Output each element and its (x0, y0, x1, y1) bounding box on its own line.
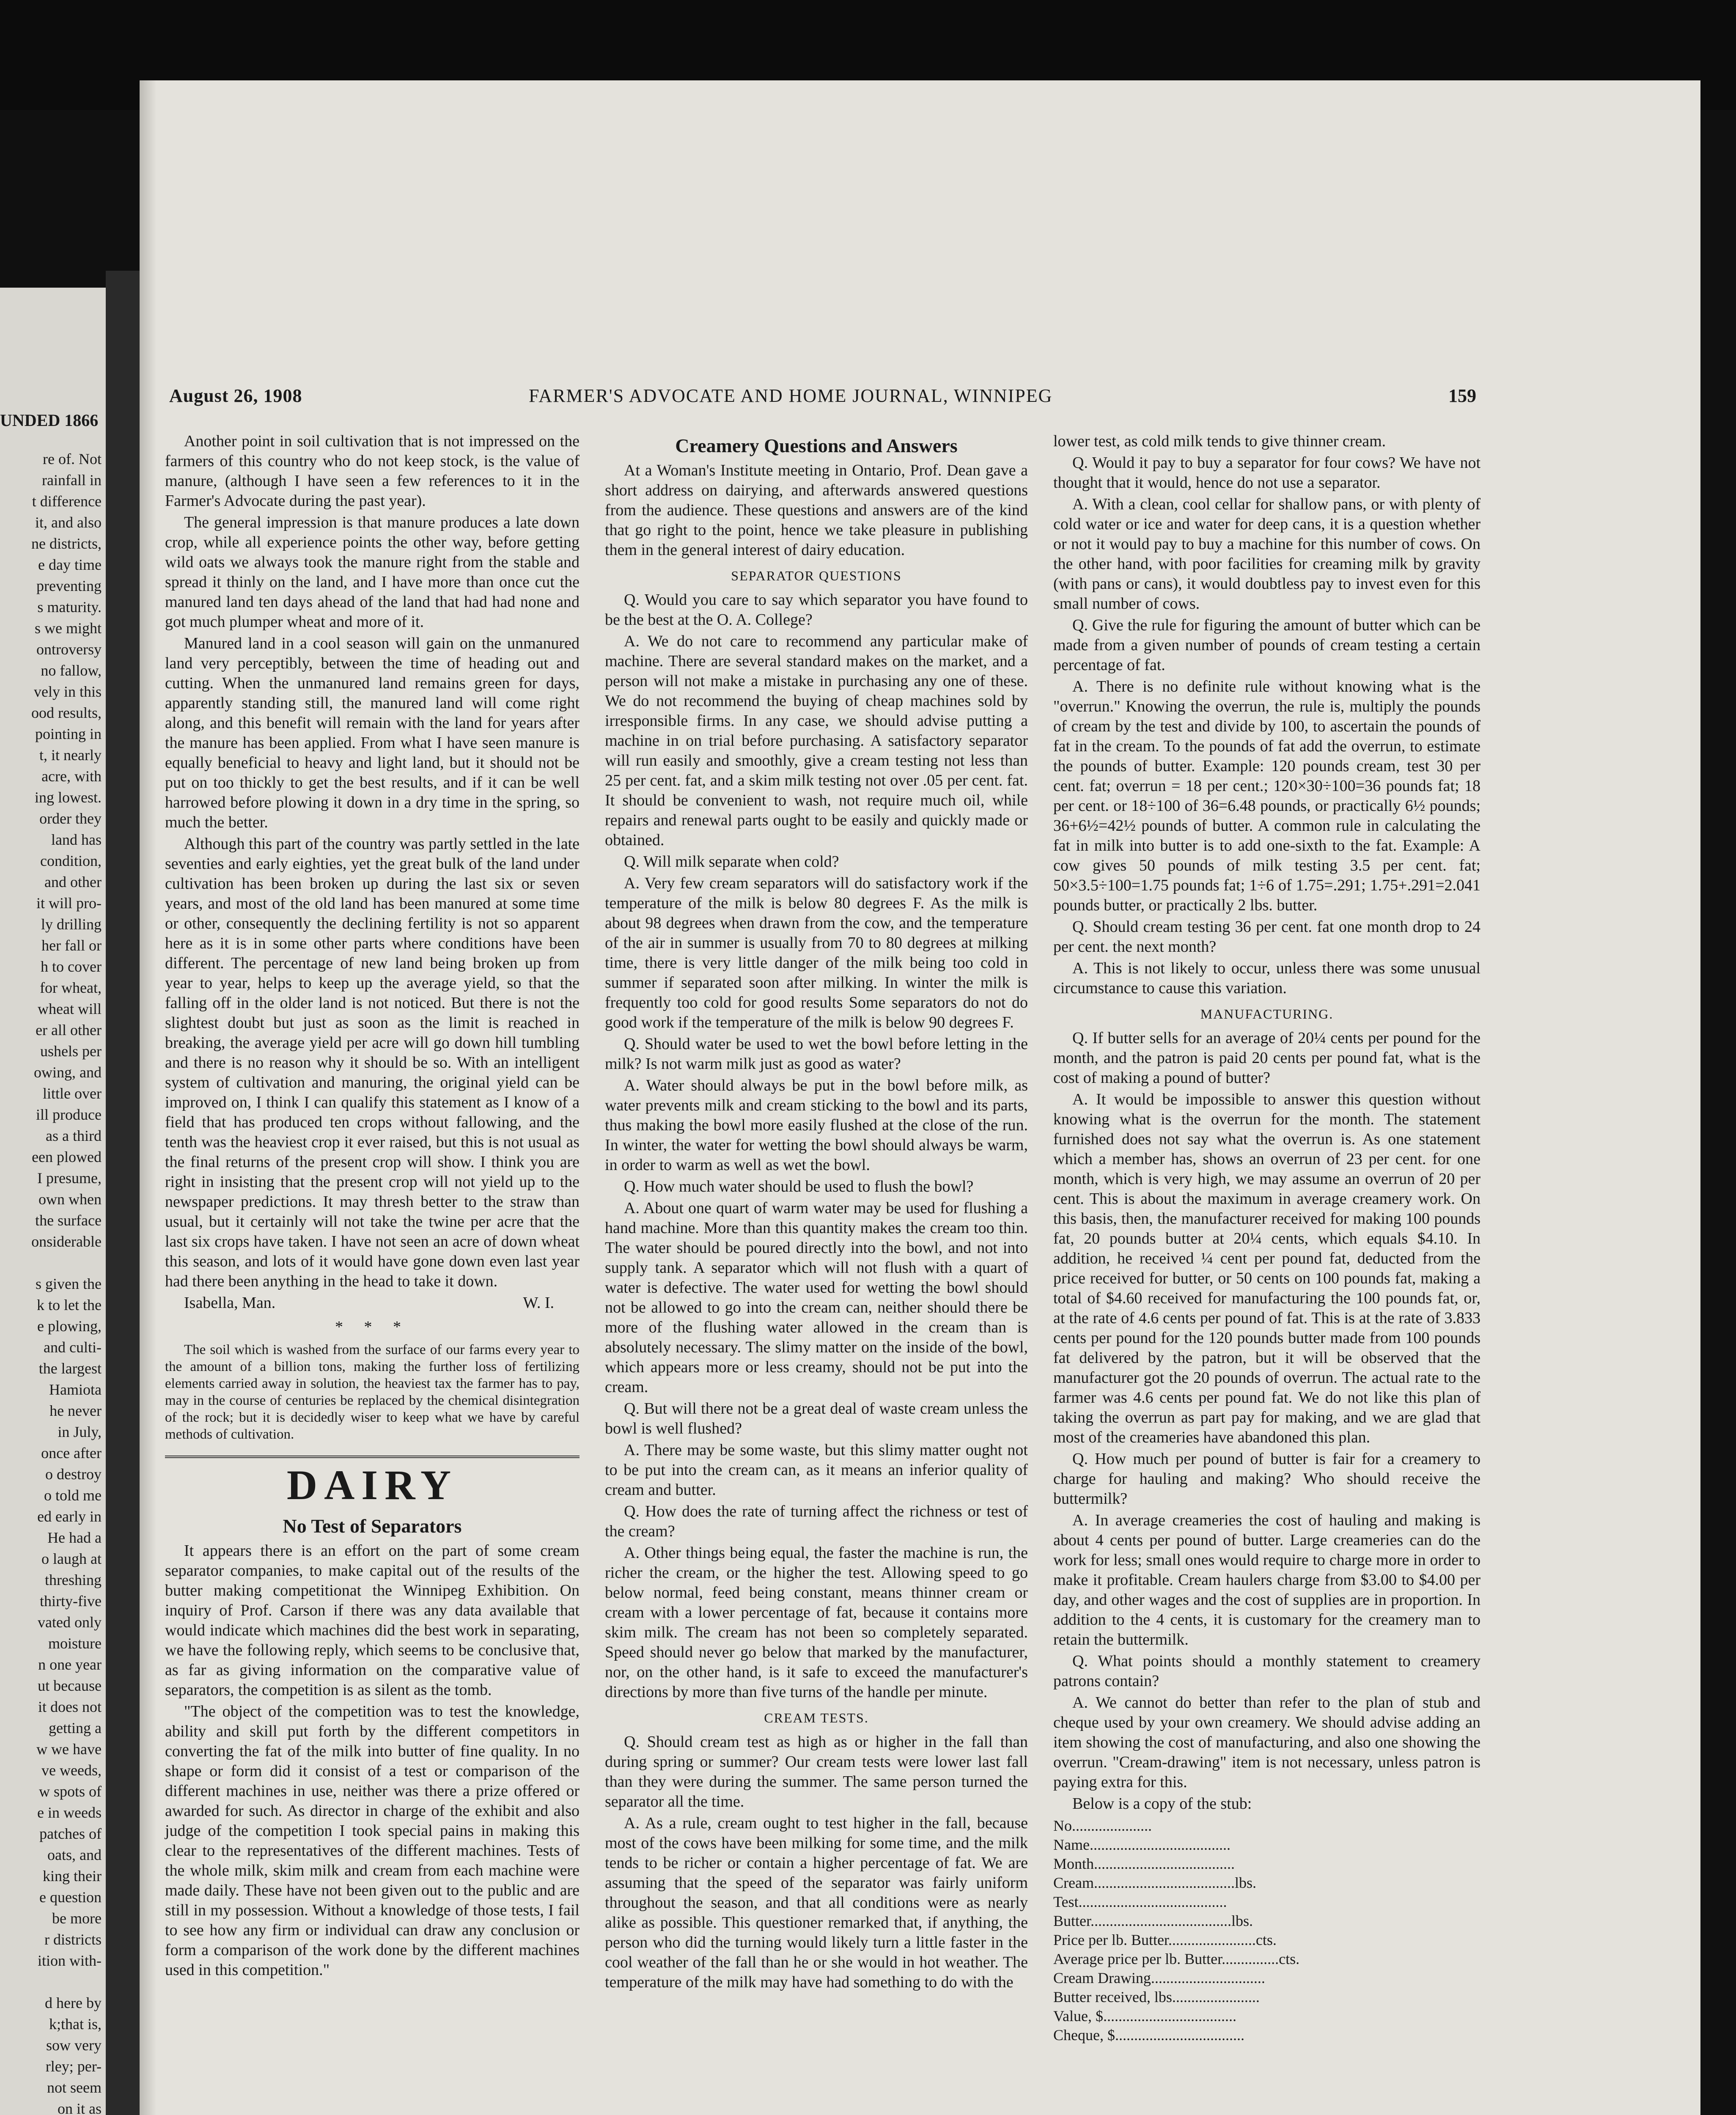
subheading: MANUFACTURING. (1200, 1006, 1334, 1022)
fragment-line: w we have (36, 1741, 102, 1758)
paragraph: Manured land in a cool season will gain on the unmanured land very perceptibly, between the time of heading out and cutting. When the unmanured land remains green for days, apparently standing still, the manured land will come right along, and this benefit will remain with the land for years after the manure has been applied. From what I have seen manure is equally beneficial to heavy and light land, but it should not be put on too thickly to get the best results, and if it can be well harrowed before plowing it down in a dry time in the spring, so much the better. (165, 634, 580, 831)
fragment-line: order they (39, 810, 102, 827)
fragment-line: r districts (44, 1931, 102, 1948)
paragraph: A. With a clean, cool cellar for shallow pans, or with plenty of cold water or ice and water for deep cans, it is a question whether or not it would pay to buy a machine for this number of cows. On the other hand, with poor facilities for creaming milk by gravity (with pans or cans), it would doubtless pay to invest even for this small number of cows. (1053, 495, 1481, 613)
paragraph: A. We do not care to recommend any particular make of machine. There are several standard makes on the market, and a person will not make a mistake in purchasing any one of these. We do not recommend the buying of cheap machines sold by irresponsible firms. In any case, we should advise putting a machine in on trial before purchasing. A satisfactory separator will run easily and smoothly, give a cream testing not less than 25 per cent. fat, and a skim milk testing not over .05 per cent. fat. It should be convenient to wash, not require much oil, while repairs and renewal parts ought to be easily and quickly made or obtained. (605, 632, 1028, 849)
paragraph: A. There may be some waste, but this slimy matter ought not to be put into the cream can, as it means an inferior quality of cream and butter. (605, 1441, 1028, 1499)
stub-line: Price per lb. Butter.......................cts. (1053, 1931, 1277, 1948)
fragment-line: ushels per (40, 1043, 102, 1060)
fragment-line: owing, and (34, 1064, 102, 1081)
fragment-line: the surface (35, 1212, 102, 1229)
paragraph: Q. How much water should be used to flush the bowl? (624, 1178, 974, 1195)
fragment-line: it, and also (35, 514, 102, 531)
statement-stub (1053, 1816, 1481, 2045)
fragment-line: ut because (38, 1677, 102, 1694)
column-1 (165, 431, 580, 1982)
fragment-line: s given the (36, 1275, 102, 1292)
fragment-line: sow very (46, 2037, 102, 2054)
subheading: SEPARATOR QUESTIONS (731, 568, 902, 583)
fragment-line: it does not (38, 1698, 102, 1715)
fragment-line: re of. Not (43, 450, 102, 467)
fragment-line: land has (51, 831, 102, 848)
fragment-line: t, it nearly (39, 747, 102, 764)
stub-line: Value, $................................... (1053, 2008, 1236, 2024)
paragraph: A. About one quart of warm water may be used for flushing a hand machine. More than this quantity makes the cream too thin. The water should be poured directly into the bowl, and not into supply tank. A separator which will not flush with a quart of water is defective. The water used for wetting the bowl should not be allowed to go into the cream can, neither should there be more of the flushing water allowed in the cream than is absolutely necessary. The slimy matter on the inside of the bowl, which appears more or less creamy, should not be put into the cream. (605, 1199, 1028, 1396)
article-title: No Test of Separators (283, 1515, 462, 1537)
fragment-line: s maturity. (37, 599, 102, 615)
paragraph: Q. How much per pound of butter is fair for a creamery to charge for hauling and making? Who should receive the buttermilk? (1053, 1450, 1481, 1508)
stub-line: Cream.....................................lbs. (1053, 1874, 1256, 1891)
fragment-line: ve weeds, (41, 1762, 102, 1779)
fragment-line: getting a (49, 1719, 102, 1736)
fragment-line: acre, with (41, 768, 102, 785)
section-separator: * * * (335, 1318, 409, 1336)
stub-line: Butter received, lbs....................... (1053, 1989, 1260, 2005)
fragment-line: h to cover (41, 958, 102, 975)
fragment-line: n one year (38, 1656, 102, 1673)
paragraph: Q. How does the rate of turning affect the richness or test of the cream? (605, 1502, 1028, 1540)
fragment-line: ed early in (37, 1508, 102, 1525)
paragraph: A. This is not likely to occur, unless there was some unusual circumstance to cause this variation. (1053, 959, 1481, 997)
book-gutter (106, 271, 144, 2115)
fragment-line: little over (43, 1085, 102, 1102)
stub-line: No..................... (1053, 1817, 1152, 1834)
fragment-line: her fall or (41, 937, 102, 954)
paragraph: Q. Should water be used to wet the bowl before letting in the milk? Is not warm milk just as good as water? (605, 1035, 1028, 1073)
fragment-line: preventing (36, 577, 102, 594)
fragment-line: king their (43, 1868, 102, 1884)
fragment-line: in July, (58, 1423, 102, 1440)
column-3 (1053, 431, 1481, 2045)
newspaper-page (140, 80, 1700, 2115)
paragraph: It appears there is an effort on the part of some cream separator companies, to make capital out of the results of the butter making competitionat the Winnipeg Exhibition. On inquiry of Prof. Carson if there was any data available that would indicate which machines did the best work in separating, we have the following reply, which seems to be conclusive that, as far as giving information on the comparative value of separators, the competition is as silent as the tomb. (165, 1542, 580, 1699)
signature-place: Isabella, Man. (184, 1294, 276, 1312)
paragraph: Q. Would you care to say which separator you have found to be the best at the O. A. College? (605, 591, 1028, 629)
fragment-line: thirty-five (40, 1593, 102, 1610)
fragment-line: for wheat, (40, 979, 102, 996)
fragment-line: He had a (47, 1529, 102, 1546)
fragment-line: patches of (39, 1825, 102, 1842)
paragraph: The general impression is that manure produces a late down crop, while all experience points the other way, before getting wild oats we always took the manure right from the stable and spread it thinly on the land, and I have more than once cut the manured land ten days ahead of the land that had had none and got much plumper wheat and more of it. (165, 514, 580, 631)
paragraph: Q. Should cream test as high as or higher in the fall than during spring or summer? Our cream tests were lower last fall than they were during the summer. The same person turned the separator all the time. (605, 1733, 1028, 1810)
paragraph: Q. If butter sells for an average of 20¼ cents per pound for the month, and the patron is paid 20 cents per pound fat, what is the cost of making a pound of butter? (1053, 1029, 1481, 1087)
fragment-line: rainfall in (42, 472, 102, 489)
fragment-line: ood results, (31, 704, 102, 721)
fragment-line: be more (52, 1910, 102, 1927)
paragraph: Q. But will there not be a great deal of waste cream unless the bowl is well flushed? (605, 1400, 1028, 1437)
fragment-line: moisture (48, 1635, 102, 1652)
article-title: Creamery Questions and Answers (675, 435, 958, 456)
fragment-line: he never (49, 1402, 102, 1419)
stub-line: Name..................................... (1053, 1836, 1231, 1853)
fragment-line: k;that is, (49, 2016, 102, 2033)
fragment-line: k to let the (37, 1296, 102, 1313)
column-2 (605, 431, 1028, 1994)
paragraph: A. Water should always be put in the bowl before milk, as water prevents milk and cream sticking to the bowl and its parts, thus making the bowl more easily flushed at the close of the run. In winter, the water for wetting the bowl should always be warm, in order to warm as well as wet the bowl. (605, 1077, 1028, 1174)
fragment-line: pointing in (35, 725, 102, 742)
fragment-line: ontroversy (36, 641, 102, 658)
stub-line: Average price per lb. Butter...............cts. (1053, 1950, 1300, 1967)
previous-page-edge (0, 288, 106, 2115)
paragraph: Q. Should cream testing 36 per cent. fat one month drop to 24 per cent. the next month? (1053, 918, 1481, 956)
fragment-line: er all other (36, 1022, 102, 1038)
fragment-line: Hamiota (49, 1381, 102, 1398)
fragment-line: ne districts, (31, 535, 102, 552)
fragment-line: no fallow, (41, 662, 102, 679)
stub-line: Cheque, $.................................. (1053, 2027, 1244, 2044)
fragment-line: wheat will (38, 1000, 102, 1017)
fragment-line (0, 1971, 102, 1992)
fragment-line: it will pro- (36, 895, 102, 912)
fragment-line: o told me (44, 1487, 102, 1504)
fragment-line: e plowing, (37, 1318, 102, 1335)
signature-initials: W. I. (523, 1294, 554, 1312)
running-header (169, 385, 1476, 410)
fragment-line: and other (44, 873, 102, 890)
paragraph: Q. Will milk separate when cold? (624, 853, 839, 871)
fragment-line: ing lowest. (35, 789, 102, 806)
paragraph: Although this part of the country was partly settled in the late seventies and early eighties, yet the great bulk of the land under cultivation has been broken up during the last six or seven years, and most of the old land has been manured at some time or other, consequently the declining fertility is not so apparent here as it is in some other parts where conditions have been different. The percentage of new land being broken up from year to year, helps to keep up the average yield, so that the falling off in the older land is not noticed. But there is not the slightest doubt but just as soon as the limit is reached in breaking, the average yield per acre will go down hill tumbling and there is no reason why it should be so. With an intelligent system of cultivation and manuring, the original yield can be improved on, I think I can qualify this statement as I know of a field that has produced ten crops without fallowing, and the tenth was the heaviest crop it ever raised, but this is not usual as the final returns of the present crop will show. I think you are right in insisting that the present crop will not yield up to the newspaper predictions. It may thresh better to the straw than usual, but it certainly will not take the twine per acre that the last six crops have taken. I have not seen an acre of down wheat this season, and lots of it would have gone down even last year had there been anything in the head to take it down. (165, 835, 580, 1290)
fragment-line: once after (41, 1445, 102, 1461)
fragment-line: e question (39, 1889, 102, 1906)
stub-line: Test....................................... (1053, 1893, 1227, 1910)
publication-title: FARMER'S ADVOCATE AND HOME JOURNAL, WINNIPEG (529, 385, 1053, 406)
fragment-line: vated only (38, 1614, 102, 1631)
fragment-line: een plowed (32, 1148, 102, 1165)
paragraph: A. As a rule, cream ought to test higher in the fall, because most of the cows have been milking for some time, and the milk tends to be richer or contain a higher percentage of fat. We are assuming that the speed of the separator was fairly uniform throughout the season, and that all conditions were as nearly alike as possible. This questioner remarked that, if anything, the person who did the turning would likely turn a little faster in the cool weather of the fall than he or she would in hot weather. The temperature of the milk may have had something to do with the (605, 1814, 1028, 1991)
fragment-line: rley; per- (45, 2058, 102, 2075)
paragraph: A. In average creameries the cost of hauling and making is about 4 cents per pound of butter. Large creameries can do the work for less; small ones would require to charge more in order to make it profitable. Cream haulers charge from $3.00 to $4.00 per day, and other wages and the cost of supplies are in proportion. In addition to the 4 cents, it is customary for the creamery man to retain the buttermilk. (1053, 1511, 1481, 1648)
letter-signature (165, 1293, 580, 1313)
paragraph: "The object of the competition was to test the knowledge, ability and skill put forth by the different competitors in converting the fat of the milk into butter of fine quality. In no shape or form did it consist of a test or comparison of the different machines in use, neither was there a prize offered or awarded for such. As director in charge of the exhibit and also judge of the competition I took special pains in making this clear to the representatives of the different machines. Tests of the whole milk, skim milk and cream from each machine were made daily. These have not been given out to the public and are still in my possession. Without a knowledge of those tests, I fail to see how any firm or individual can draw any conclusion or form a comparison of the work done by the different machines used in this competition." (165, 1703, 580, 1979)
fragment-line: oats, and (47, 1846, 102, 1863)
paragraph: lower test, as cold milk tends to give thinner cream. (1053, 432, 1386, 450)
paragraph: A. It would be impossible to answer this question without knowing what is the overrun for the month. The statement furnished does not say what the overrun is. As one statement which a member has, shows an overrun of 23 per cent. for one month, which is very high, we may assume an overrun of 20 per cent. This is about the maximum in average creamery work. On this basis, then, the manufacturer received for making 100 pounds fat, 20 pounds butter at 20¼ cents, which equals $4.10. In addition, he received ¼ cent per pound fat, deducted from the price received for butter, or 50 cents on 100 pounds fat, making a total of $4.60 received for manufacturing the 100 pounds fat, or, at the rate of 4.6 cents per pound of fat. This is at the rate of 3.833 cents per pound for the 120 pounds butter made from 100 pounds fat delivered by the patron, but it will be observed that the manufacturer got the 20 pounds of overrun. The actual rate to the farmer was 4.6 cents per pound fat. We do not like this plan of taking the overrun as part pay for making, and we are glad that most of the creameries have abandoned this plan. (1053, 1090, 1481, 1446)
fragment-line: own when (38, 1191, 102, 1208)
fragment-line: t difference (32, 493, 102, 510)
stub-line: Cream Drawing.............................. (1053, 1969, 1265, 1986)
fragment-line: ly drilling (41, 916, 102, 933)
fragment-line: not seem (47, 2079, 102, 2096)
fragment-line: d here by (45, 1994, 102, 2011)
page-curl-shadow (140, 80, 157, 2115)
fragment-line: vely in this (34, 683, 102, 700)
stub-line: Month..................................... (1053, 1855, 1235, 1872)
paragraph: Another point in soil cultivation that is not impressed on the farmers of this country who do not keep stock, is the value of manure, (although I have seen a few references to it in the Farmer's Advocate during the past year). (165, 432, 580, 510)
fragment-line: ition with- (38, 1952, 102, 1969)
fragment-line: on it as (58, 2100, 102, 2115)
fragment-line: o laugh at (41, 1550, 102, 1567)
fragment-line: the largest (38, 1360, 102, 1377)
previous-page-text (0, 448, 102, 2115)
fragment-line: w spots of (38, 1783, 102, 1800)
fragment-line: threshing (45, 1571, 102, 1588)
paragraph: Below is a copy of the stub: (1072, 1795, 1252, 1813)
paragraph: Q. Give the rule for figuring the amount of butter which can be made from a given number of pounds of cream testing a certain percentage of fat. (1053, 616, 1481, 674)
fragment-line: ill produce (36, 1106, 102, 1123)
fragment-line: as a third (46, 1127, 102, 1144)
issue-date: August 26, 1908 (169, 385, 302, 406)
fragment-line (0, 1252, 102, 1273)
paragraph: Q. What points should a monthly statement to creamery patrons contain? (1053, 1652, 1481, 1690)
fragment-line: onsiderable (31, 1233, 102, 1250)
paragraph: At a Woman's Institute meeting in Ontario, Prof. Dean gave a short address on dairying, and afterwards answered questions from the audience. These questions and answers are of the kind that go right to the point, hence we take pleasure in publishing them in the general interest of dairy education. (605, 461, 1028, 559)
paragraph: A. Very few cream separators will do satisfactory work if the temperature of the milk is below 80 degrees F. As the milk is about 98 degrees when drawn from the cow, and the temperature of the air in summer is usually from 70 to 80 degrees at milking time, there is very little danger of the milk being too cold in summer if separated soon after milking. In winter the milk is frequently too cold for good results Some separators do not do good work if the temperature of the milk is below 90 degrees F. (605, 874, 1028, 1031)
fragment-line: o destroy (45, 1466, 102, 1483)
fragment-line: I presume, (37, 1170, 102, 1187)
fragment-line: e day time (38, 556, 102, 573)
subheading: CREAM TESTS. (764, 1710, 869, 1725)
filler-note: The soil which is washed from the surface of our farms every year to the amount of a billion tons, making the further loss of fertilizing elements carried away in solution, the heaviest tax the farmer has to pay, may in the course of centuries be replaced by the chemical disintegration of the rock; but it is decidedly wiser to keep what we have by careful methods of cultivation. (165, 1342, 580, 1442)
fragment-line: and culti- (44, 1339, 102, 1356)
page-number: 159 (1448, 385, 1476, 406)
paragraph: A. We cannot do better than refer to the plan of stub and cheque used by your own creamery. We should advise adding an item showing the cost of manufacturing, and also one showing the overrun. "Cream-drawing" item is not necessary, unless patron is paying extra for this. (1053, 1694, 1481, 1791)
paragraph: Q. Would it pay to buy a separator for four cows? We have not thought that it would, hence do not use a separator. (1053, 454, 1481, 492)
department-heading: DAIRY (165, 1456, 580, 1503)
paragraph: A. Other things being equal, the faster the machine is run, the richer the cream, or the higher the test. Allowing speed to go below normal, feed being constant, means thinner cream or cream with a lower percentage of fat, because it contains more skim milk. The cream has not been so completely separated. Speed should never go below that marked by the manufacturer, nor, on the other hand, is it safe to exceed the manufacturer's directions by more than five turns of the handle per minute. (605, 1544, 1028, 1701)
previous-page-header: UNDED 1866 (0, 411, 99, 430)
fragment-line: condition, (40, 852, 102, 869)
fragment-line: s we might (35, 620, 102, 637)
paragraph: A. There is no definite rule without knowing what is the "overrun." Knowing the overrun, the rule is, multiply the pounds of cream by the test and divide by 100, to ascertain the pounds of fat in the cream. To the pounds of fat add the overrun, to estimate the pounds of butter. Example: 120 pounds cream, test 30 per cent. fat; overrun = 18 per cent.; 120×30÷100=36 pounds fat; 18 per cent. or 18÷100 of 36=6.48 pounds, or practically 6½ pounds; 36+6½=42½ pounds of butter. A common rule in calculating the fat in milk into butter is to add one-sixth to the fat. Example: A cow gives 50 pounds of milk testing 3.5 per cent. fat; 50×3.5÷100=1.75 pounds fat; 1÷6 of 1.75=.291; 1.75+.291=2.041 pounds butter, or practically 2 lbs. butter. (1053, 678, 1481, 914)
stub-line: Butter.....................................lbs. (1053, 1912, 1253, 1929)
fragment-line: e in weeds (37, 1804, 102, 1821)
